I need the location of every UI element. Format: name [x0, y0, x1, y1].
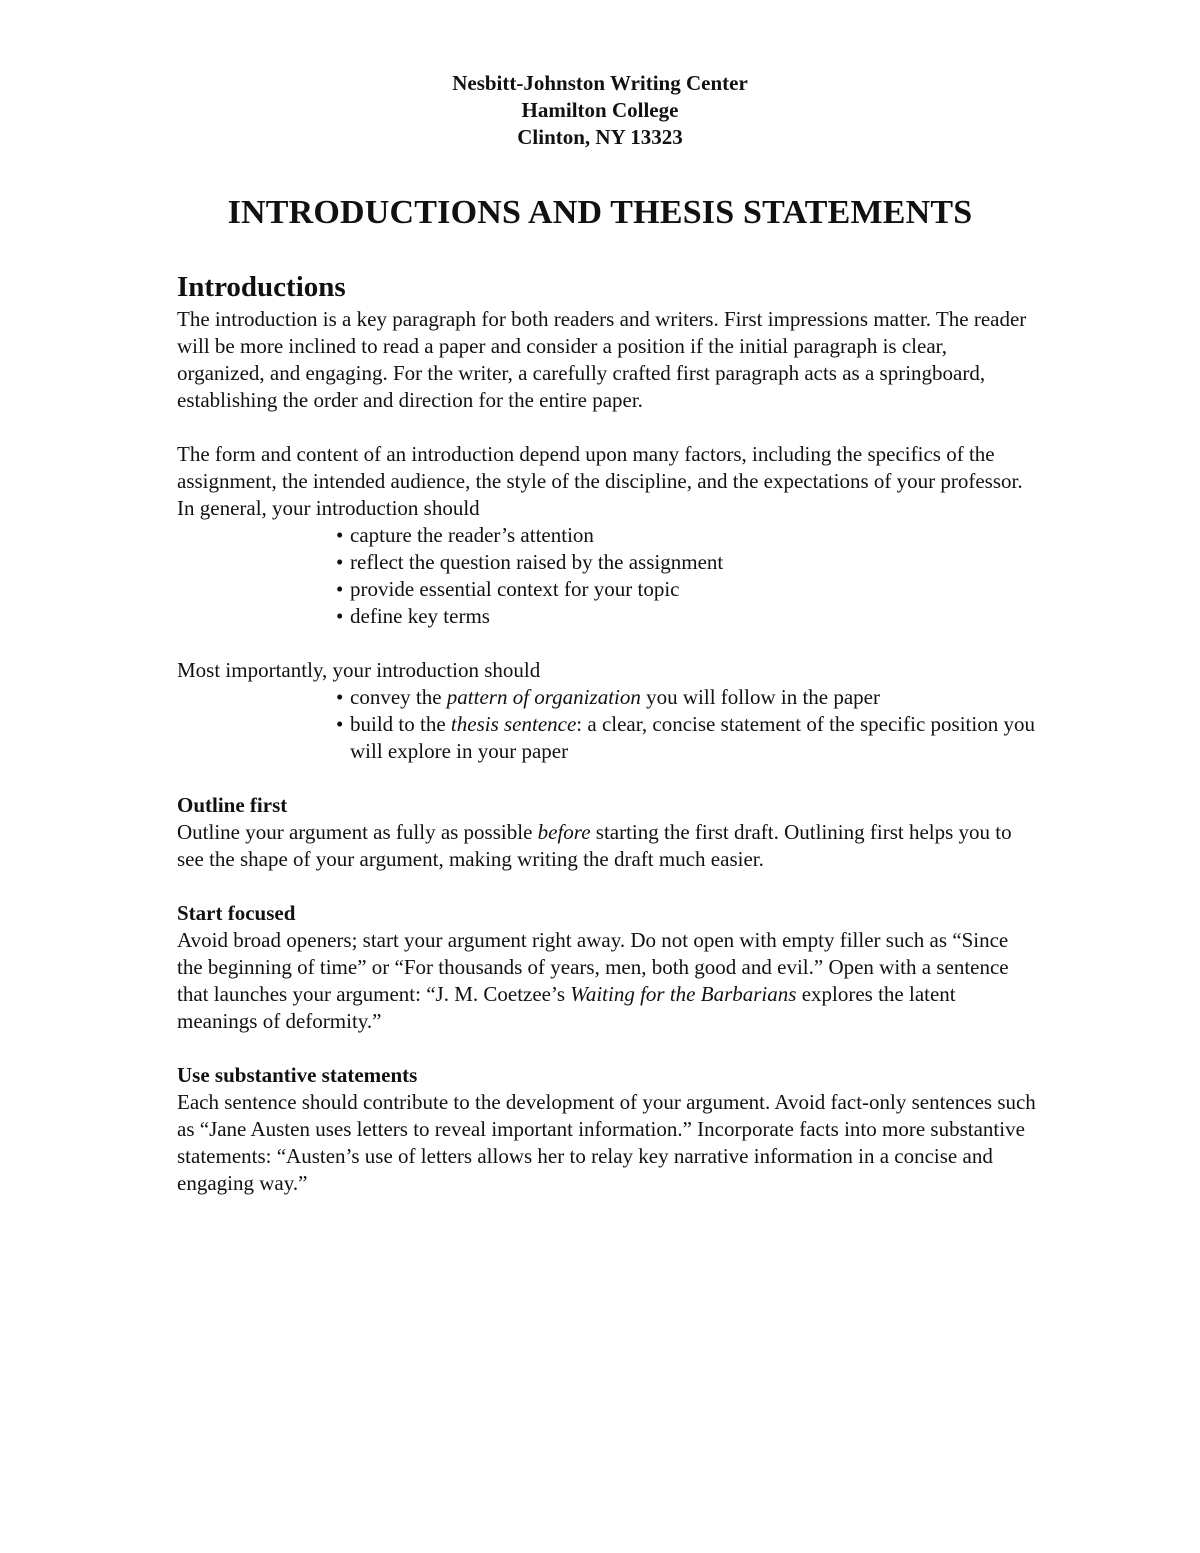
outline-emphasis: before — [537, 820, 591, 844]
list-item — [336, 576, 1037, 603]
list-item — [336, 522, 1037, 549]
paragraph-spacer — [177, 630, 1037, 657]
list-item-emphasis: thesis sentence — [450, 712, 577, 736]
general-goals-list — [177, 522, 1037, 630]
list-item — [336, 549, 1037, 576]
outline-paragraph — [177, 819, 1037, 873]
list-item-emphasis: pattern of organization — [446, 685, 641, 709]
letterhead — [0, 70, 1200, 151]
list-item-text: capture the reader’s attention — [350, 523, 594, 547]
bullet-icon: • — [336, 577, 344, 601]
list-item-text-post: : a clear, concise statement of the specific position you will explore in your paper — [350, 712, 1035, 763]
focused-text-post: explores the latent meanings of deformity.” — [177, 982, 956, 1033]
list-item-text-pre: build to the — [350, 712, 451, 736]
letterhead-org: Nesbitt-Johnston Writing Center — [452, 71, 748, 95]
introductions-paragraph-2: The form and content of an introduction depend upon many factors, including the specifics of the assignment, the intended audience, the style of the discipline, and the expectations of your professor. In general, your introduction should — [177, 442, 1023, 520]
paragraph-spacer — [177, 765, 1037, 792]
document-body — [177, 268, 1037, 1197]
focused-emphasis: Waiting for the Barbarians — [570, 982, 797, 1006]
paragraph-spacer — [177, 1035, 1037, 1062]
list-item-text-pre: convey the — [350, 685, 447, 709]
list-item — [336, 603, 1037, 630]
bullet-icon: • — [336, 550, 344, 574]
outline-text-post: starting the first draft. Outlining first helps you to see the shape of your argument, making writing the draft much easier. — [177, 820, 1012, 871]
list-item-text: provide essential context for your topic — [350, 577, 680, 601]
list-item — [336, 711, 1037, 765]
list-item-text-post: you will follow in the paper — [640, 685, 880, 709]
paragraph-spacer — [177, 414, 1037, 441]
paragraph-spacer — [177, 873, 1037, 900]
focused-text-pre: Avoid broad openers; start your argument right away. Do not open with empty filler such as “Since the beginning of time” or “For thousands of years, men, both good and evil.” Open with a sentence that launches your argument: “J. M. Coetzee’s — [177, 928, 1009, 1006]
list-item-text: define key terms — [350, 604, 490, 628]
page-title: INTRODUCTIONS AND THESIS STATEMENTS — [227, 194, 973, 231]
introductions-paragraph-1: The introduction is a key paragraph for both readers and writers. First impressions matter. The reader will be more inclined to read a paper and consider a position if the initial paragraph is clear, organized, and engaging. For the writer, a carefully crafted first paragraph acts as a springboard, establishing the order and direction for the entire paper. — [177, 307, 1027, 412]
substantive-paragraph: Each sentence should contribute to the development of your argument. Avoid fact-only sentences such as “Jane Austen uses letters to reveal important information.” Incorporate facts into more substantive statements: “Austen’s use of letters allows her to relay key narrative information in a concise and engaging way.” — [177, 1090, 1036, 1195]
bullet-icon: • — [336, 712, 344, 736]
important-goals-list — [177, 684, 1037, 765]
outline-text-pre: Outline your argument as fully as possible — [177, 820, 538, 844]
substantive-heading: Use substantive statements — [177, 1063, 418, 1087]
introductions-heading: Introductions — [177, 271, 346, 303]
letterhead-college: Hamilton College — [521, 98, 679, 122]
focused-heading: Start focused — [177, 901, 296, 925]
list-item — [336, 684, 1037, 711]
bullet-icon: • — [336, 604, 344, 628]
focused-paragraph — [177, 927, 1037, 1035]
letterhead-address: Clinton, NY 13323 — [517, 125, 683, 149]
bullet-icon: • — [336, 685, 344, 709]
list-item-text: reflect the question raised by the assignment — [350, 550, 724, 574]
bullet-icon: • — [336, 523, 344, 547]
introductions-paragraph-3: Most importantly, your introduction should — [177, 658, 541, 682]
outline-heading: Outline first — [177, 793, 288, 817]
